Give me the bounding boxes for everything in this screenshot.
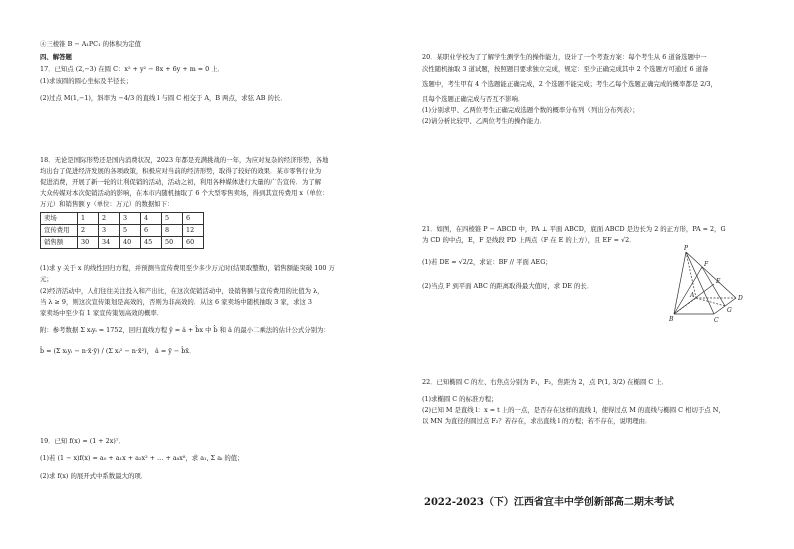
table-cell: 12 bbox=[183, 225, 204, 237]
vertex-label-b: B bbox=[669, 316, 674, 323]
table-cell: 6 bbox=[141, 225, 162, 237]
q20-part2: (2)请分析比较甲、乙两位考生的操作能力． bbox=[422, 117, 547, 125]
q19-stem: 19．已知 f(x) = (1 + 2x)⁷． bbox=[40, 437, 125, 445]
table-row bbox=[41, 225, 204, 237]
q20-line4: 且每个选题正确完成与否互不影响． bbox=[422, 95, 525, 103]
q18-part2-cont: 当 λ ≥ 9，则这次宣传策划是高效的，否则为非高效的．从这 6 家卖场中随机抽取 3 家，求这 3 bbox=[40, 298, 312, 306]
q19-part1: (1)若 (1 − x)f(x) = a₀ + a₁x + a₂x² + … + a₈x⁸，求 a₁, Σ aᵢ 的值； bbox=[40, 454, 244, 462]
q18-reference: 附：参考数据 Σ xᵢyᵢ = 1752，回归直线方程 ŷ = â + b̂x 中 b̂ 和 â 的最小二乘法的估计公式分别为： bbox=[40, 326, 330, 334]
q18-formula: b̂ = (Σ xᵢyᵢ − n·x̄·ȳ) / (Σ xᵢ² − n·x̄²)， â = ȳ − b̂x̄． bbox=[40, 347, 196, 355]
table-cell: 卖场 bbox=[41, 213, 78, 225]
vertex-label-a: A bbox=[690, 292, 695, 299]
table-row bbox=[41, 237, 204, 249]
exam-title-footer: 2022-2023（下）江西省宜丰中学创新部高二期末考试 bbox=[424, 497, 674, 508]
pyramid-figure bbox=[664, 242, 754, 324]
table-row bbox=[41, 213, 204, 225]
q17-stem: 17．已知点 (2,−3) 在圆 C：x² + y² − 8x + 6y + m = 0 上． bbox=[40, 65, 225, 73]
q18-line2: 均出台了促进经济发展的各项政策，积极应对当前的经济形势，取得了较好的效果．某市零售行业为 bbox=[40, 167, 322, 175]
table-cell: 5 bbox=[162, 213, 183, 225]
table-cell: 3 bbox=[120, 213, 141, 225]
table-cell: 2 bbox=[99, 213, 120, 225]
table-cell: 34 bbox=[99, 237, 120, 249]
table-cell: 50 bbox=[162, 237, 183, 249]
vertex-label-d: D bbox=[738, 295, 743, 302]
q18-part2: (2)经济活动中，人们往往关注投入和产出比，在这次促销活动中，设销售额与宣传费用的比值为 λ， bbox=[40, 287, 324, 295]
q21-part1: (1)若 DE = √2/2，求证：BF // 平面 AEG； bbox=[422, 258, 552, 266]
q18-line1: 18．无论是国际形势还是国内消费状况，2023 年都是充满挑战的一年，为应对复杂的经济形势，各地 bbox=[40, 156, 329, 164]
q20-part1: (1)分别求甲、乙两位考生正确完成选题个数的概率分布列（列出分布列表）； bbox=[422, 106, 639, 114]
table-cell: 1 bbox=[78, 213, 99, 225]
q18-line3: 促进消费，开展了新一轮的让利促销的活动，活动之初，利用各种媒体进行大量的广告宣传．为了解 bbox=[40, 178, 322, 186]
table-cell: 2 bbox=[78, 225, 99, 237]
q18-part2-end: 家卖场中至少有 1 家宣传策划高效的概率． bbox=[40, 309, 164, 317]
q22-stem: 22．已知椭圆 C 的左、右焦点分别为 F₁，F₂，焦距为 2，点 P(1, 3/2) 在椭圆 C 上． bbox=[422, 378, 669, 386]
table-cell: 销售额 bbox=[41, 237, 78, 249]
q16-option-4: ④三棱锥 B − A₁PC₁ 的体积为定值 bbox=[40, 40, 142, 48]
vertex-label-e: E bbox=[716, 278, 721, 285]
q20-line1: 20．某职业学校为了了解学生测学生的操作能力，设计了一个考查方案：每个考生从 6 道备选题中一 bbox=[422, 53, 707, 61]
q21-part2: (2)当点 F 到平面 ABC 的距离取得最大值时，求 DE 的长． bbox=[422, 282, 594, 290]
table-cell: 6 bbox=[183, 213, 204, 225]
vertex-label-p: P bbox=[684, 245, 689, 252]
vertex-label-f: F bbox=[704, 261, 709, 268]
q22-part2: (2)已知 M 是直线 l：x = t 上的一点，是否存在这样的直线 l，使得过点 M 的直线与椭圆 C 相切于点 N， bbox=[422, 406, 725, 414]
q21-line1: 21．如图，在四棱锥 P − ABCD 中，PA ⊥ 平面 ABCD，底面 ABCD 是边长为 2 的正方形，PA = 2，G bbox=[422, 225, 726, 233]
table-cell: 8 bbox=[162, 225, 183, 237]
q17-part1: (1)求该圆的圆心坐标及半径长； bbox=[40, 77, 133, 85]
data-table bbox=[40, 212, 204, 249]
q19-part2: (2)求 f(x) 的展开式中系数最大的项． bbox=[40, 472, 148, 480]
vertex-label-c: C bbox=[714, 317, 719, 324]
table-cell: 宣传费用 bbox=[41, 225, 78, 237]
table-cell: 4 bbox=[141, 213, 162, 225]
q20-line2: 次性随机抽取 3 道试题，按照题目要求独立完成，规定：至少正确完成其中 2 个选题方可通过 6 道备 bbox=[422, 65, 709, 73]
section-heading: 四、解答题 bbox=[40, 53, 72, 61]
table-cell: 45 bbox=[141, 237, 162, 249]
table-cell: 30 bbox=[78, 237, 99, 249]
q18-line4: 大众传媒对本次促销活动的影响，在本市内随机抽取了 6 个大型零售卖场，得到其宣传费用 x（单位： bbox=[40, 189, 329, 197]
q18-line5: 万元）和销售额 y（单位：万元）的数据如下： bbox=[40, 200, 174, 208]
vertex-label-g: G bbox=[727, 307, 732, 314]
table-cell: 40 bbox=[120, 237, 141, 249]
q21-line2: 为 CD 的中点，E，F 是线段 PD 上两点（F 在 E 的上方），且 EF = √2． bbox=[422, 236, 636, 244]
q22-part2-cont: 以 MN 为直径的圆过点 F₂？若存在，求出直线 l 的方程；若不存在，说明理由． bbox=[422, 417, 652, 425]
table-cell: 60 bbox=[183, 237, 204, 249]
q18-part1: (1)求 y 关于 x 的线性回归方程，并预测当宣传费用至少多少万元时(结果取整数)，销售额能突破 100 万 bbox=[40, 264, 335, 272]
q17-part2: (2)过点 M(1,−1)，斜率为 −4/3 的直线 l 与圆 C 相交于 A，B 两点，求弦 AB 的长． bbox=[40, 94, 287, 102]
q18-part1-cont: 元； bbox=[40, 275, 53, 283]
q22-part1: (1)求椭圆 C 的标准方程； bbox=[422, 395, 498, 403]
q20-line3: 选题中，考生甲有 4 个选题能正确完成，2 个选题不能完成；考生乙每个选题正确完成的概率都是 2/3， bbox=[422, 80, 717, 88]
table-cell: 5 bbox=[120, 225, 141, 237]
table-cell: 3 bbox=[99, 225, 120, 237]
